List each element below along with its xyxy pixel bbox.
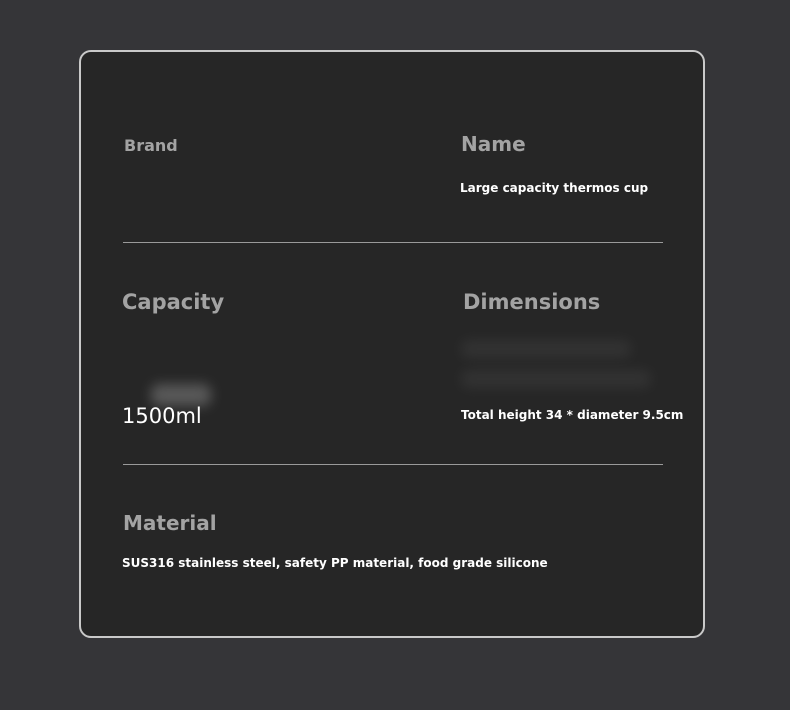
material-value: SUS316 stainless steel, safety PP material, food grade silicone [122,556,548,570]
material-label: Material [123,511,217,535]
capacity-label: Capacity [122,290,225,314]
name-value: Large capacity thermos cup [460,181,649,195]
dimensions-value: Total height 34 * diameter 9.5cm [461,408,684,422]
brand-label: Brand [124,136,178,155]
name-label: Name [461,132,526,156]
blur-smudge [461,340,631,358]
spec-card [79,50,705,638]
blur-smudge [461,370,651,388]
dimensions-label: Dimensions [463,290,601,314]
capacity-value: 1500ml [122,404,202,428]
blur-smudge [151,384,211,406]
divider [123,242,663,243]
divider [123,464,663,465]
